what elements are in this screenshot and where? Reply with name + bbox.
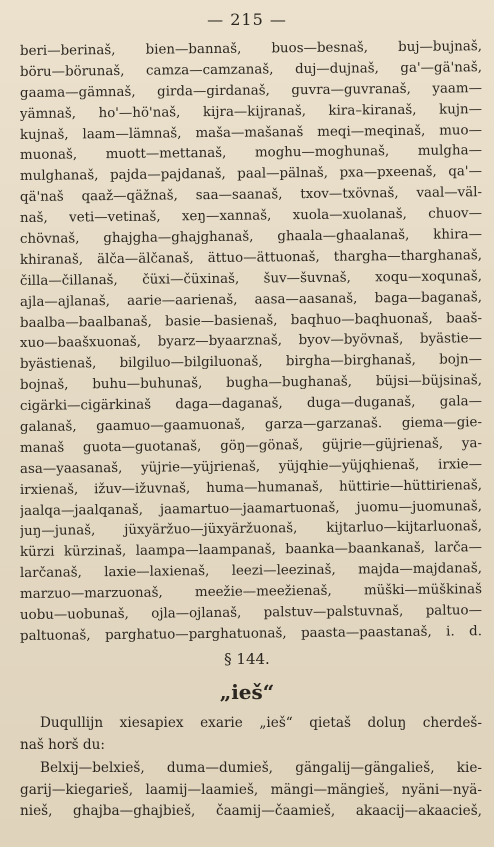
text-line: paltuonaš, parghatuo—parghatuonaš, paasta—paastanaš, i. d. xyxy=(19,624,483,644)
text-line: mulghanaš, pajda—pajdanaš, paal—pälnaš, pxa—pxeenaš, qa'— xyxy=(19,164,483,185)
page-number: — 215 — xyxy=(207,10,287,29)
section-intro xyxy=(20,713,482,756)
text-line: garij—kiegarieš, laamij—laamieš, mängi—mängieš, nyäni—nyä- xyxy=(20,781,482,798)
text-line: ajla—ajlanaš, aarie—aarienaš, aasa—aasanaš, baga—baganaš, xyxy=(19,289,483,310)
text-line: gaama—gämnaš, girda—girdanaš, guvra—guvranaš, yaam— xyxy=(19,80,483,101)
text-line: nieš, ghajba—ghajbieš, čaamij—čaamieš, akaacij—akaacieš, xyxy=(20,803,482,819)
text-line: jaalqa—jaalqanaš, jaamartuo—jaamartuonaš, juomu—juomunaš, xyxy=(19,498,483,519)
text-line: uobu—uobunaš, ojla—ojlanaš, palstuv—palstuvnaš, paltuo— xyxy=(19,603,483,624)
text-line: Duqullijn xiesapiex exarie „ieš“ qietaš doluŋ cherdeš- xyxy=(40,715,482,731)
text-line: beri—berinaš, bien—bannaš, buos—besnaš, buj—bujnaš, xyxy=(19,39,483,59)
text-line: kujnaš, laam—lämnaš, maša—mašanaš meqi—meqinaš, muo— xyxy=(19,122,483,143)
text-line: baalba—baalbanaš, basie—basienaš, baqhuo—baqhuonaš, baaš- xyxy=(19,310,483,331)
text-line: naš, veti—vetinaš, xeŋ—xannaš, xuola—xuolanaš, chuov— xyxy=(19,206,483,227)
body-text xyxy=(19,39,483,648)
text-line: qä'naš qaaž—qäžnaš, saa—saanaš, txov—txövnaš, vaal—väl- xyxy=(19,185,483,206)
text-line: bojnaš, buhu—buhunaš, bugha—bughanaš, büjsi—büjsinaš, xyxy=(19,373,483,394)
section-number: § 144. xyxy=(224,650,270,668)
text-line: khiranaš, älča—älčanaš, ättuo—ättuonaš, thargha—tharghanaš, xyxy=(19,248,483,268)
text-line: byästienaš, bilgiluo—bilgiluonaš, birgha—birghanaš, bojn— xyxy=(19,352,483,373)
text-line: böru—börunaš, camza—camzanaš, duj—dujnaš, ga'—gä'naš, xyxy=(19,60,483,80)
text-line: juŋ—junaš, jüxyäržuo—jüxyäržuonaš, kijtarluo—kijtarluonaš, xyxy=(19,519,483,540)
text-line: yämnaš, ho'—hö'naš, kijra—kijranaš, kira–kiranaš, kujn— xyxy=(19,101,483,122)
text-line: irxienaš, ižuv—ižuvnaš, huma—humanaš, hüttirie—hüttirienaš, xyxy=(19,477,483,498)
text-line: larčanaš, laxie—laxienaš, leezi—leezinaš, majda—majdanaš, xyxy=(19,561,483,582)
text-line: galanaš, gaamuo—gaamuonaš, garza—garzanaš. giema—gie- xyxy=(19,415,483,436)
text-line: marzuo—marzuonaš, meežie—meežienaš, müški—müškinaš xyxy=(19,582,483,603)
text-line: cigärki—cigärkinaš daga—daganaš, duga—duganaš, gala— xyxy=(19,394,483,415)
text-line: asa—yaasanaš, yüjrie—yüjrienaš, yüjqhie—yüjqhienaš, irxie— xyxy=(19,456,483,477)
text-line: muonaš, muott—mettanaš, moghu—moghunaš, mulgha— xyxy=(19,143,483,164)
text-line: xuo—baašxuonaš, byarz—byaarznaš, byov—byövnaš, byästie— xyxy=(19,331,483,352)
example-list xyxy=(20,758,482,823)
text-line: manaš guota—guotanaš, göŋ—gönaš, güjrie—güjrienaš, ya- xyxy=(19,436,483,456)
text-line: kürzi kürzinaš, laampa—laampanaš, baanka—baankanaš, larča— xyxy=(19,540,483,561)
text-line: chövnaš, ghajgha—ghajghanaš, ghaala—ghaalanaš, khira— xyxy=(19,227,483,248)
text-line: naš horš du: xyxy=(20,736,105,753)
text-line: Belxij—belxieš, duma—dumieš, gängalij—gängalieš, kie- xyxy=(40,760,482,776)
text-line: čilla—čillanaš, čüxi—čüxinaš, šuv—šuvnaš, xoqu—xoqunaš, xyxy=(19,268,483,289)
section-title: „ieš“ xyxy=(219,680,275,704)
